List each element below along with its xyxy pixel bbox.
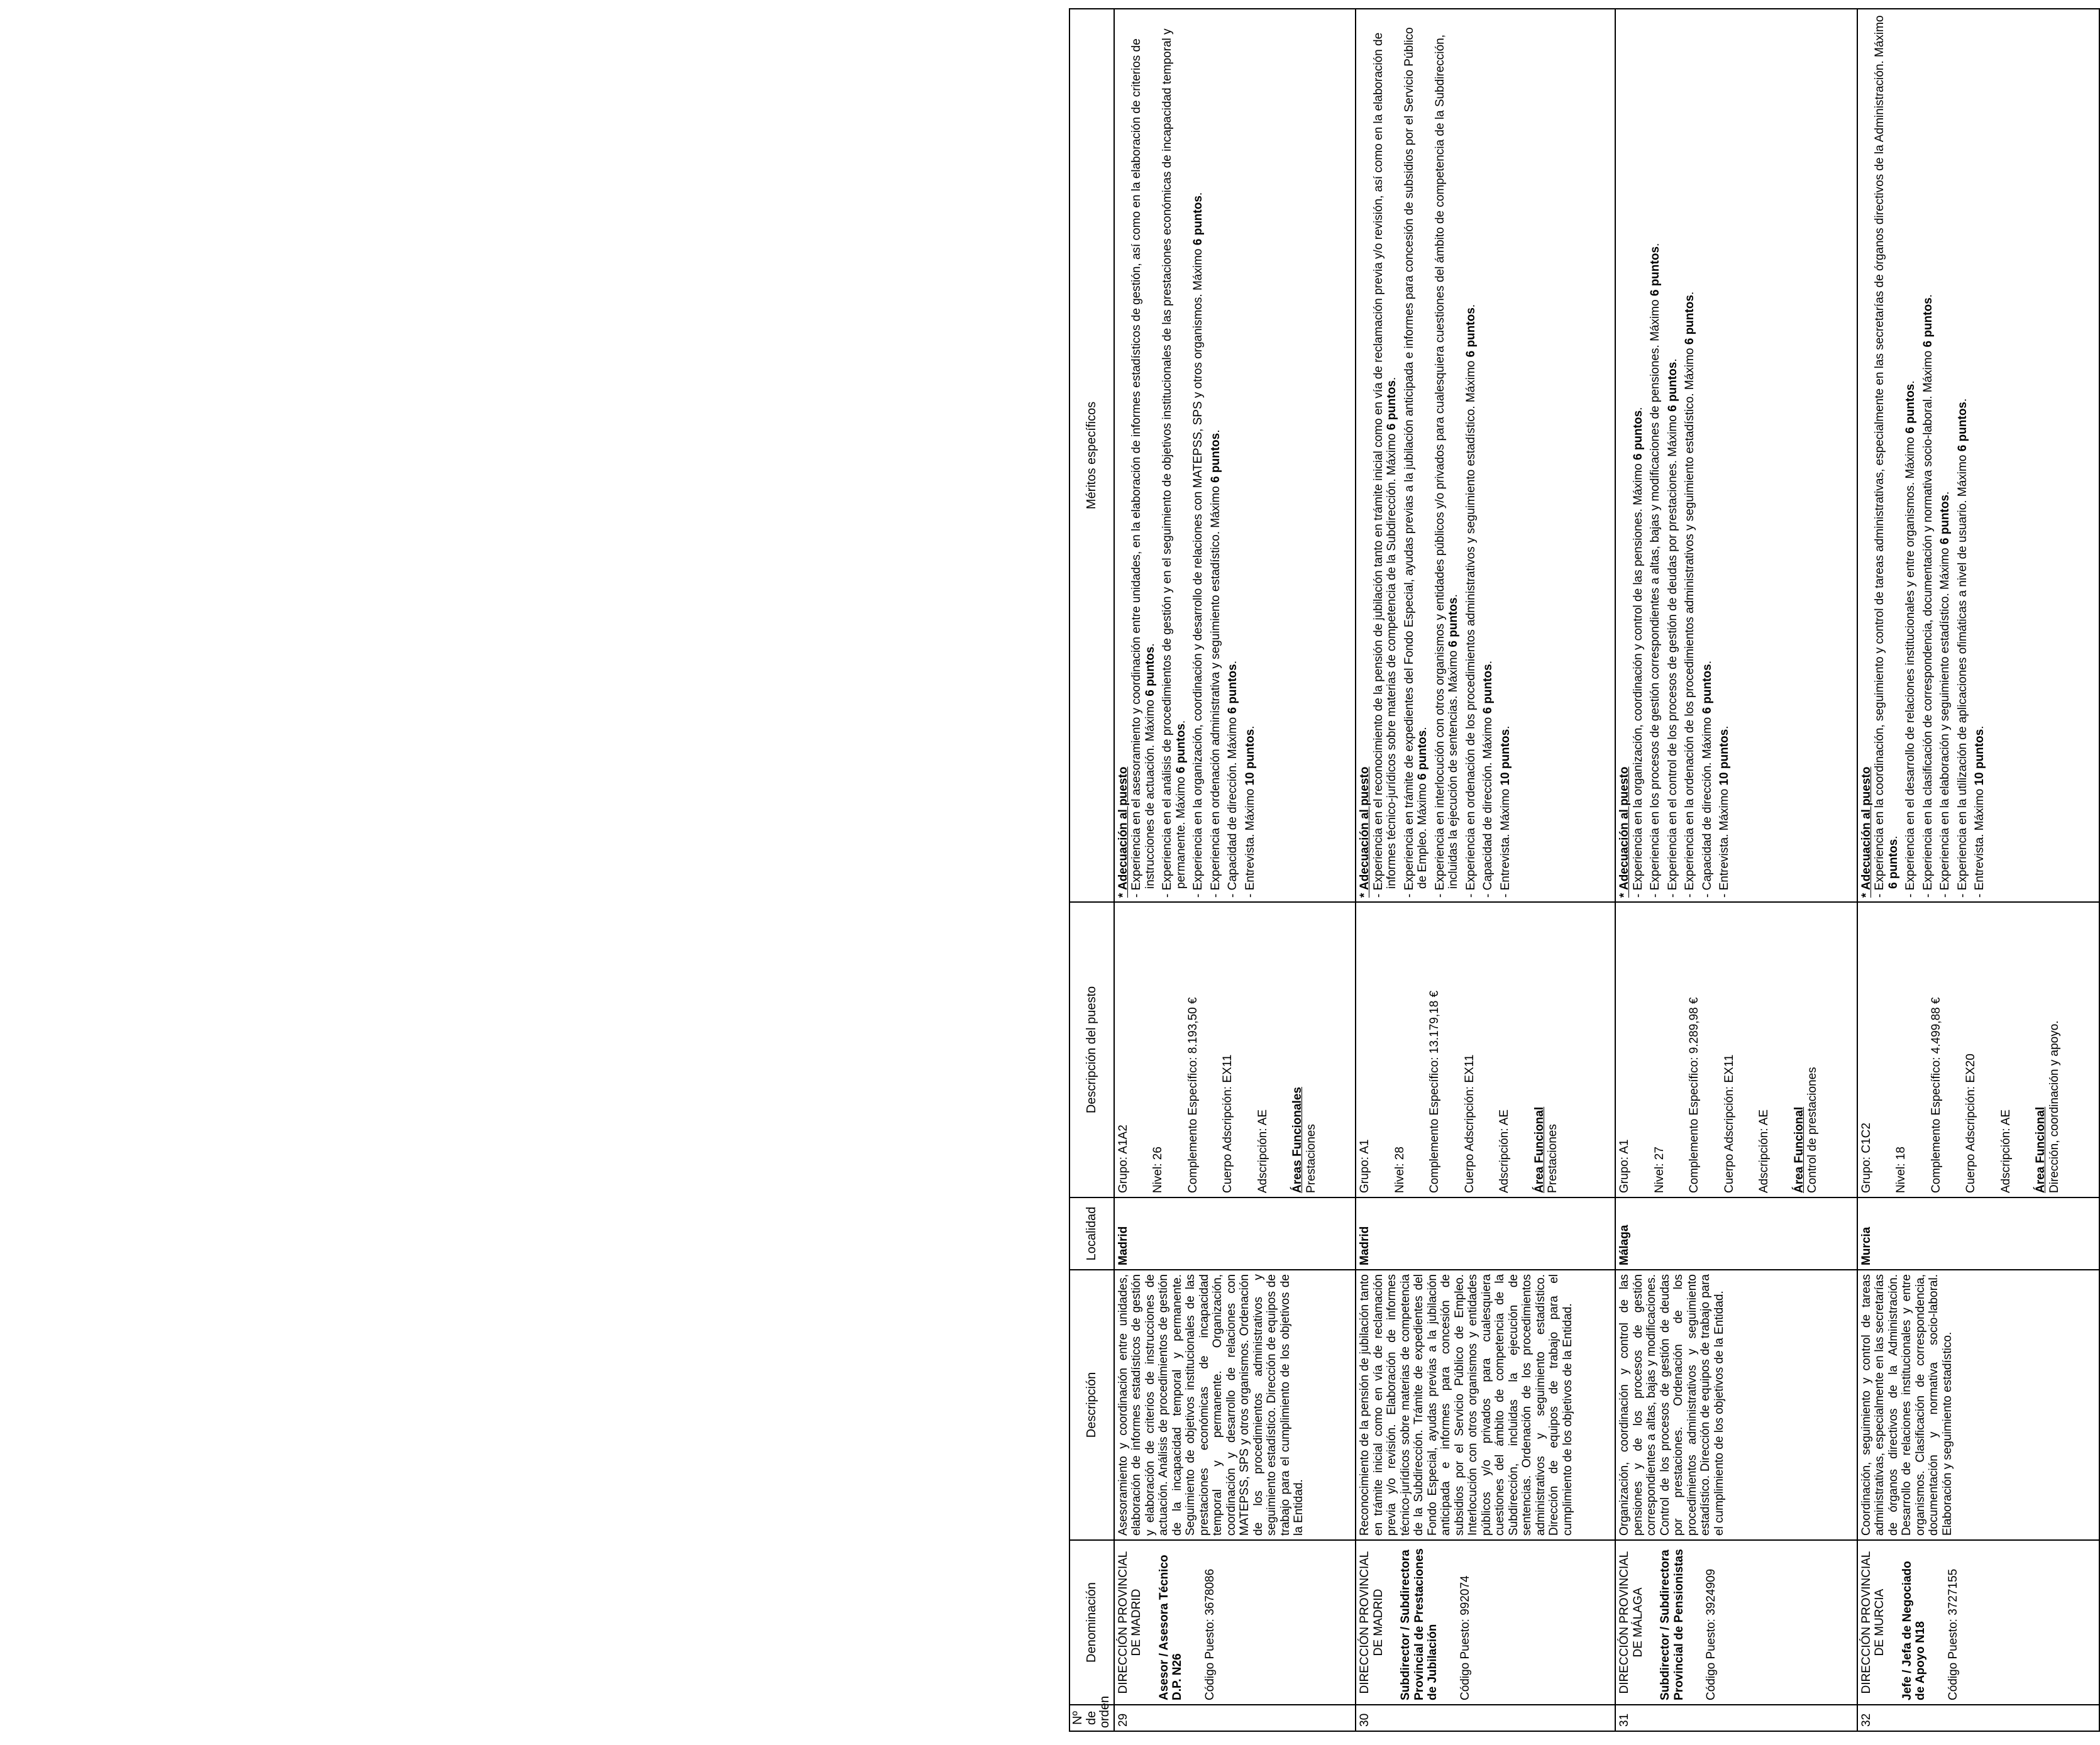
merito-text: .	[1191, 192, 1205, 196]
merito-text: - Experiencia en el control de los procesos de gestión de deudas por prestaciones. Máximo	[1666, 411, 1679, 898]
puesto-cell	[1615, 902, 1857, 1197]
denominacion-title: Asesor / Asesora Técnico D.P. N26	[1157, 1555, 1184, 1700]
merito-text: .	[1718, 725, 1731, 729]
order-number-cell	[1356, 1705, 1615, 1731]
denominacion-cell	[1356, 1540, 1615, 1705]
merito-points: 6 puntos	[1174, 724, 1188, 774]
denominacion-code: Código Puesto: 992074	[1458, 1575, 1472, 1700]
descripcion-cell	[1857, 1270, 2099, 1540]
puesto-cuerpo: Cuerpo Adscripción: EX11	[1221, 1054, 1234, 1193]
merito-points: 6 puntos	[1666, 361, 1679, 412]
puesto-nivel: Nivel: 18	[1894, 1147, 1908, 1193]
table-body	[1114, 9, 2100, 1731]
merito-text: - Experiencia en interlocución con otros organismos y entidades públicos y/o privados para cualesquiera cuestiones del ámbito de competencia de la Subdirección, incluidas la ejecución de sentencias. Máximo	[1433, 34, 1461, 898]
puesto-cell	[1356, 902, 1615, 1197]
descripcion-text: Organización, coordinación y control de las pensiones y de los procesos de gestión correspondientes a altas, bajas y modificaciones. Control de los procesos de gestión de deudas por prestaciones. Ordenación de los procedimientos administrativos y seguimiento estadístico. Dirección de equipos de trabajo para el cumplimiento de los objetivos de la Entidad.	[1618, 1274, 1726, 1536]
denominacion-title: Subdirector / Subdirectora Provincial de Pensionistas	[1659, 1549, 1686, 1700]
puesto-adscripcion: Adscripción: AE	[1256, 1109, 1269, 1193]
descripcion-cell	[1114, 1270, 1356, 1540]
merito-item	[1161, 13, 1188, 898]
denominacion-cell	[1114, 1540, 1356, 1705]
denominacion-org: DIRECCIÓN PROVINCIAL DE MADRID	[1358, 1551, 1385, 1694]
puesto-area-value: Prestaciones	[1304, 1124, 1318, 1193]
merito-points: 6 puntos	[1208, 432, 1222, 483]
merito-points: 10 puntos	[1973, 729, 1987, 786]
puesto-area-value: Dirección, coordinación y apoyo.	[2047, 1020, 2061, 1193]
merito-text: .	[1973, 725, 1987, 729]
merito-points: 6 puntos	[1921, 297, 1935, 348]
descripcion-text: Reconocimiento de la pensión de jubilación tanto en trámite inicial como en vía de reclamación previa y/o revisión. Elaboración de informes técnico-jurídicos sobre materias de competencia de la Subdirección. Trámite de expedientes del Fondo Especial, ayudas previas a la jubilación anticipada e informes para concesión de subsidios por el Servicio Público de Empleo. Interlocución con otros organismos y entidades públicos y/o privados para cualesquiera cuestiones del ámbito de competencia de la Subdirección, incluidas la ejecución de sentencias. Ordenación de los procedimientos administrativos y seguimiento estadístico. Dirección de equipos de trabajo para el cumplimiento de los objetivos de la Entidad.	[1358, 1274, 1574, 1536]
merito-text: - Experiencia en la ordenación de los procedimientos administrativos y seguimiento estadístico. Máximo	[1683, 344, 1696, 898]
puesto-cuerpo: Cuerpo Adscripción: EX11	[1462, 1054, 1476, 1193]
puesto-cell	[1114, 902, 1356, 1197]
merito-text: - Experiencia en la elaboración y seguimiento estadístico. Máximo	[1938, 544, 1952, 898]
merito-text: - Experiencia en ordenación de los procedimientos administrativos y seguimiento estadístico. Máximo	[1464, 357, 1478, 898]
merito-text: - Experiencia en ordenación administrativa y seguimiento estadístico. Máximo	[1208, 482, 1222, 898]
puesto-adscripcion: Adscripción: AE	[1757, 1109, 1771, 1193]
merito-item	[1649, 13, 1662, 898]
puesto-adscripcion: Adscripción: AE	[1498, 1109, 1511, 1193]
merito-points: 6 puntos	[1464, 307, 1478, 358]
merito-text: - Experiencia en la coordinación, seguimiento y control de tareas administrativas, especialmente en las secretarías de órganos directivos de la Administración. Máximo	[1873, 15, 1887, 898]
merito-text: - Experiencia en la utilización de aplicaciones ofimáticas a nivel de usuario. Máximo	[1955, 451, 1969, 898]
puesto-cell	[1857, 902, 2099, 1197]
merito-points: 6 puntos	[1904, 383, 1918, 434]
table-row	[1114, 9, 1356, 1731]
puesto-complemento: Complemento Específico: 9.289,98 €	[1688, 997, 1701, 1193]
puesto-grupo: Grupo: A1	[1358, 1139, 1372, 1193]
positions-table	[1069, 8, 2100, 1732]
header-denominacion: Denominación	[1069, 1540, 1114, 1705]
merito-text: .	[1886, 835, 1900, 839]
meritos-heading	[1117, 13, 1130, 898]
merito-item	[1244, 13, 1257, 898]
merito-points: 6 puntos	[1649, 246, 1662, 297]
meritos-cell	[1615, 9, 1857, 902]
descripcion-cell	[1356, 1270, 1615, 1540]
puesto-cuerpo: Cuerpo Adscripción: EX20	[1964, 1054, 1978, 1193]
header-puesto: Descripción del puesto	[1069, 902, 1114, 1197]
merito-text: .	[1243, 725, 1257, 729]
order-number: 30	[1358, 1713, 1372, 1727]
merito-points: 10 puntos	[1498, 729, 1512, 786]
merito-text: .	[1208, 429, 1222, 433]
merito-item	[1191, 13, 1205, 898]
merito-text: - Entrevista. Máximo	[1243, 785, 1257, 898]
merito-text: - Experiencia en el análisis de procedimientos de gestión y en el seguimiento de objetivos institucionales de las prestaciones económicas de incapacidad temporal y permanente. Máximo	[1161, 28, 1188, 898]
denominacion-org: DIRECCIÓN PROVINCIAL DE MURCIA	[1859, 1551, 1887, 1694]
merito-item	[1632, 13, 1645, 898]
meritos-heading	[1358, 13, 1372, 898]
merito-points: 6 puntos	[1226, 664, 1239, 714]
denominacion-code: Código Puesto: 3678086	[1203, 1568, 1217, 1700]
header-localidad: Localidad	[1069, 1197, 1114, 1270]
merito-item	[1718, 13, 1732, 898]
merito-points: 6 puntos	[1886, 839, 1900, 889]
meritos-cell	[1356, 9, 1615, 902]
merito-item	[1683, 13, 1697, 898]
merito-points: 10 puntos	[1243, 729, 1257, 786]
merito-item	[1938, 13, 1952, 898]
meritos-list	[1372, 13, 1513, 898]
denominacion-code: Código Puesto: 3924909	[1705, 1568, 1718, 1700]
order-number-cell	[1857, 1705, 2099, 1731]
puesto-grupo: Grupo: A1	[1618, 1139, 1631, 1193]
localidad-cell	[1857, 1197, 2099, 1270]
puesto-area-label: Área Funcional	[2034, 1106, 2048, 1193]
localidad-text: Madrid	[1116, 1226, 1130, 1265]
puesto-complemento: Complemento Específico: 13.179,18 €	[1428, 990, 1442, 1193]
denominacion-code: Código Puesto: 3727155	[1946, 1568, 1960, 1700]
merito-item	[1403, 13, 1430, 898]
merito-text: .	[1649, 243, 1662, 246]
puesto-area-value: Control de prestaciones	[1806, 1067, 1819, 1193]
merito-points: 6 puntos	[1938, 494, 1952, 545]
merito-points: 6 puntos	[1143, 646, 1157, 696]
merito-text: - Experiencia en la clasificación de correspondencia, documentación y normativa socio-laboral. Máximo	[1921, 347, 1935, 898]
merito-text: .	[1143, 643, 1157, 647]
merito-points: 6 puntos	[1631, 410, 1645, 460]
merito-item	[1956, 13, 1970, 898]
merito-item	[1973, 13, 1987, 898]
meritos-asterisk: *	[1358, 890, 1372, 898]
merito-text: .	[1174, 720, 1188, 724]
merito-text: - Experiencia en los procesos de gestión correspondientes a altas, bajas y modificaciones de pensiones. Máximo	[1649, 296, 1662, 898]
merito-text: .	[1416, 727, 1430, 730]
rotated-table-wrapper	[1069, 9, 2100, 1732]
puesto-complemento: Complemento Específico: 4.499,88 €	[1929, 997, 1943, 1193]
merito-points: 6 puntos	[1416, 730, 1430, 780]
puesto-nivel: Nivel: 26	[1151, 1147, 1164, 1193]
localidad-text: Málaga	[1618, 1225, 1631, 1265]
merito-item	[1904, 13, 1918, 898]
table-row	[1615, 9, 1857, 1731]
merito-item	[1666, 13, 1680, 898]
merito-item	[1921, 13, 1935, 898]
table-header-row	[1069, 9, 1114, 1731]
merito-points: 6 puntos	[1955, 402, 1969, 452]
merito-text: - Experiencia en el asesoramiento y coordinación entre unidades, en la elaboración de informes estadísticos de gestión, así como en la elaboración de criterios de instrucciones de actuación. Máximo	[1130, 38, 1157, 898]
merito-item	[1372, 13, 1399, 898]
meritos-heading-text: Adecuación al puesto	[1358, 766, 1372, 891]
merito-text: - Experiencia en trámite de expedientes del Fondo Especial, ayudas previas a la jubilación anticipada e informes para concesión de subsidios por el Servicio Público de Empleo. Máximo	[1402, 27, 1430, 898]
merito-text: .	[1447, 594, 1461, 598]
header-meritos: Méritos específicos	[1069, 9, 1114, 902]
puesto-grupo: Grupo: C1C2	[1859, 1123, 1873, 1193]
meritos-asterisk: *	[1618, 890, 1631, 898]
denominacion-org: DIRECCIÓN PROVINCIAL DE MÁLAGA	[1618, 1551, 1645, 1694]
descripcion-text: Asesoramiento y coordinación entre unidades, elaboración de informes estadísticos de gestión y elaboración de criterios de instrucciones de actuación. Análisis de procedimientos de gestión de la incapacidad temporal y permanente. Seguimiento de objetivos institucionales de las prestaciones económicas de incapacidad temporal y permanente. Organización, coordinación y desarrollo de relaciones con MATEPSS, SPS y otros organismos. Ordenación de los procedimientos administrativos y seguimiento estadístico. Dirección de equipos de trabajo para el cumplimiento de los objetivos de la Entidad.	[1116, 1274, 1305, 1536]
merito-text: - Entrevista. Máximo	[1973, 785, 1987, 898]
merito-text: - Experiencia en el desarrollo de relaciones institucionales y entre organismos. Máximo	[1904, 433, 1918, 898]
table-row	[1857, 9, 2099, 1731]
puesto-adscripcion: Adscripción: AE	[1999, 1109, 2013, 1193]
merito-text: - Entrevista. Máximo	[1718, 785, 1731, 898]
localidad-cell	[1356, 1197, 1615, 1270]
merito-text: .	[1631, 407, 1645, 410]
order-number: 32	[1859, 1713, 1873, 1727]
puesto-area-label: Área Funcional	[1532, 1106, 1546, 1193]
merito-text: - Capacidad de dirección. Máximo	[1700, 713, 1714, 898]
denominacion-cell	[1857, 1540, 2099, 1705]
order-number: 29	[1116, 1713, 1130, 1727]
order-number: 31	[1618, 1713, 1631, 1727]
descripcion-text: Coordinación, seguimiento y control de tareas administrativas, especialmente en las secretarías de órganos directivos de la Administración. Desarrollo de relaciones institucionales y entre organismos. Clasificación de correspondencia, documentación y normativa socio-laboral. Elaboración y seguimiento estadístico.	[1859, 1274, 1954, 1536]
denominacion-title: Subdirector / Subdirectora Provincial de Prestaciones de Jubilación	[1399, 1548, 1440, 1700]
merito-text: .	[1921, 294, 1935, 298]
merito-text: - Experiencia en la organización, coordinación y desarrollo de relaciones con MATEPSS, SPS y otros organismos. Máximo	[1191, 245, 1205, 898]
meritos-heading-text: Adecuación al puesto	[1859, 766, 1873, 891]
denominacion-title: Jefe / Jefa de Negociado de Apoyo N18	[1900, 1561, 1928, 1700]
meritos-heading	[1860, 13, 1874, 898]
puesto-complemento: Complemento Específico: 8.193,50 €	[1186, 997, 1200, 1193]
meritos-cell	[1857, 9, 2099, 902]
merito-text: .	[1226, 661, 1239, 664]
puesto-nivel: Nivel: 28	[1393, 1147, 1406, 1193]
merito-points: 6 puntos	[1683, 295, 1696, 345]
merito-text: .	[1666, 358, 1679, 362]
merito-text: .	[1385, 377, 1399, 381]
puesto-area-value: Prestaciones	[1546, 1124, 1560, 1193]
merito-item	[1209, 13, 1223, 898]
meritos-heading	[1618, 13, 1632, 898]
order-number-cell	[1114, 1705, 1356, 1731]
merito-text: - Capacidad de dirección. Máximo	[1481, 713, 1495, 898]
merito-text: .	[1683, 291, 1696, 295]
merito-item	[1130, 13, 1157, 898]
merito-text: - Experiencia en el reconocimiento de la pensión de jubilación tanto en trámite inicial como en vía de reclamación previa y/o revisión, así como en la elaboración de informes técnico-jurídicos sobre materias de competencia de la Subdirección. Máximo	[1371, 32, 1399, 898]
merito-text: - Capacidad de dirección. Máximo	[1226, 713, 1239, 898]
puesto-grupo: Grupo: A1A2	[1116, 1125, 1130, 1193]
puesto-area-label: Áreas Funcionales	[1291, 1087, 1304, 1193]
puesto-nivel: Nivel: 27	[1652, 1147, 1666, 1193]
merito-item	[1499, 13, 1513, 898]
merito-item	[1701, 13, 1715, 898]
merito-text: .	[1955, 398, 1969, 402]
merito-item	[1481, 13, 1495, 898]
merito-item	[1873, 13, 1900, 898]
puesto-area-label: Área Funcional	[1792, 1106, 1806, 1193]
meritos-list	[1130, 13, 1257, 898]
meritos-list	[1873, 13, 1987, 898]
merito-points: 6 puntos	[1481, 664, 1495, 714]
merito-text: .	[1938, 491, 1952, 495]
denominacion-cell	[1615, 1540, 1857, 1705]
header-num: Nº de orden	[1069, 1705, 1114, 1731]
merito-points: 6 puntos	[1700, 664, 1714, 714]
merito-points: 10 puntos	[1718, 729, 1731, 786]
merito-text: - Entrevista. Máximo	[1498, 785, 1512, 898]
meritos-asterisk: *	[1859, 890, 1873, 898]
table-row	[1356, 9, 1615, 1731]
meritos-heading-text: Adecuación al puesto	[1618, 766, 1631, 891]
merito-item	[1434, 13, 1461, 898]
descripcion-cell	[1615, 1270, 1857, 1540]
meritos-heading-text: Adecuación al puesto	[1116, 766, 1130, 891]
localidad-text: Madrid	[1358, 1226, 1372, 1265]
merito-text: .	[1904, 380, 1918, 384]
merito-text: .	[1498, 725, 1512, 729]
localidad-cell	[1114, 1197, 1356, 1270]
denominacion-org: DIRECCIÓN PROVINCIAL DE MADRID	[1116, 1551, 1143, 1694]
merito-text: .	[1481, 661, 1495, 664]
puesto-cuerpo: Cuerpo Adscripción: EX11	[1722, 1054, 1736, 1193]
merito-text: .	[1700, 661, 1714, 664]
localidad-text: Murcia	[1859, 1226, 1873, 1265]
merito-points: 6 puntos	[1385, 380, 1399, 431]
header-descripcion: Descripción	[1069, 1270, 1114, 1540]
localidad-cell	[1615, 1197, 1857, 1270]
merito-points: 6 puntos	[1191, 195, 1205, 246]
merito-text: .	[1464, 304, 1478, 308]
merito-text: - Experiencia en la organización, coordinación y control de las pensiones. Máximo	[1631, 460, 1645, 898]
meritos-list	[1632, 13, 1732, 898]
merito-item	[1226, 13, 1240, 898]
merito-item	[1464, 13, 1478, 898]
order-number-cell	[1615, 1705, 1857, 1731]
merito-points: 6 puntos	[1447, 597, 1461, 647]
meritos-asterisk: *	[1116, 890, 1130, 898]
meritos-cell	[1114, 9, 1356, 902]
